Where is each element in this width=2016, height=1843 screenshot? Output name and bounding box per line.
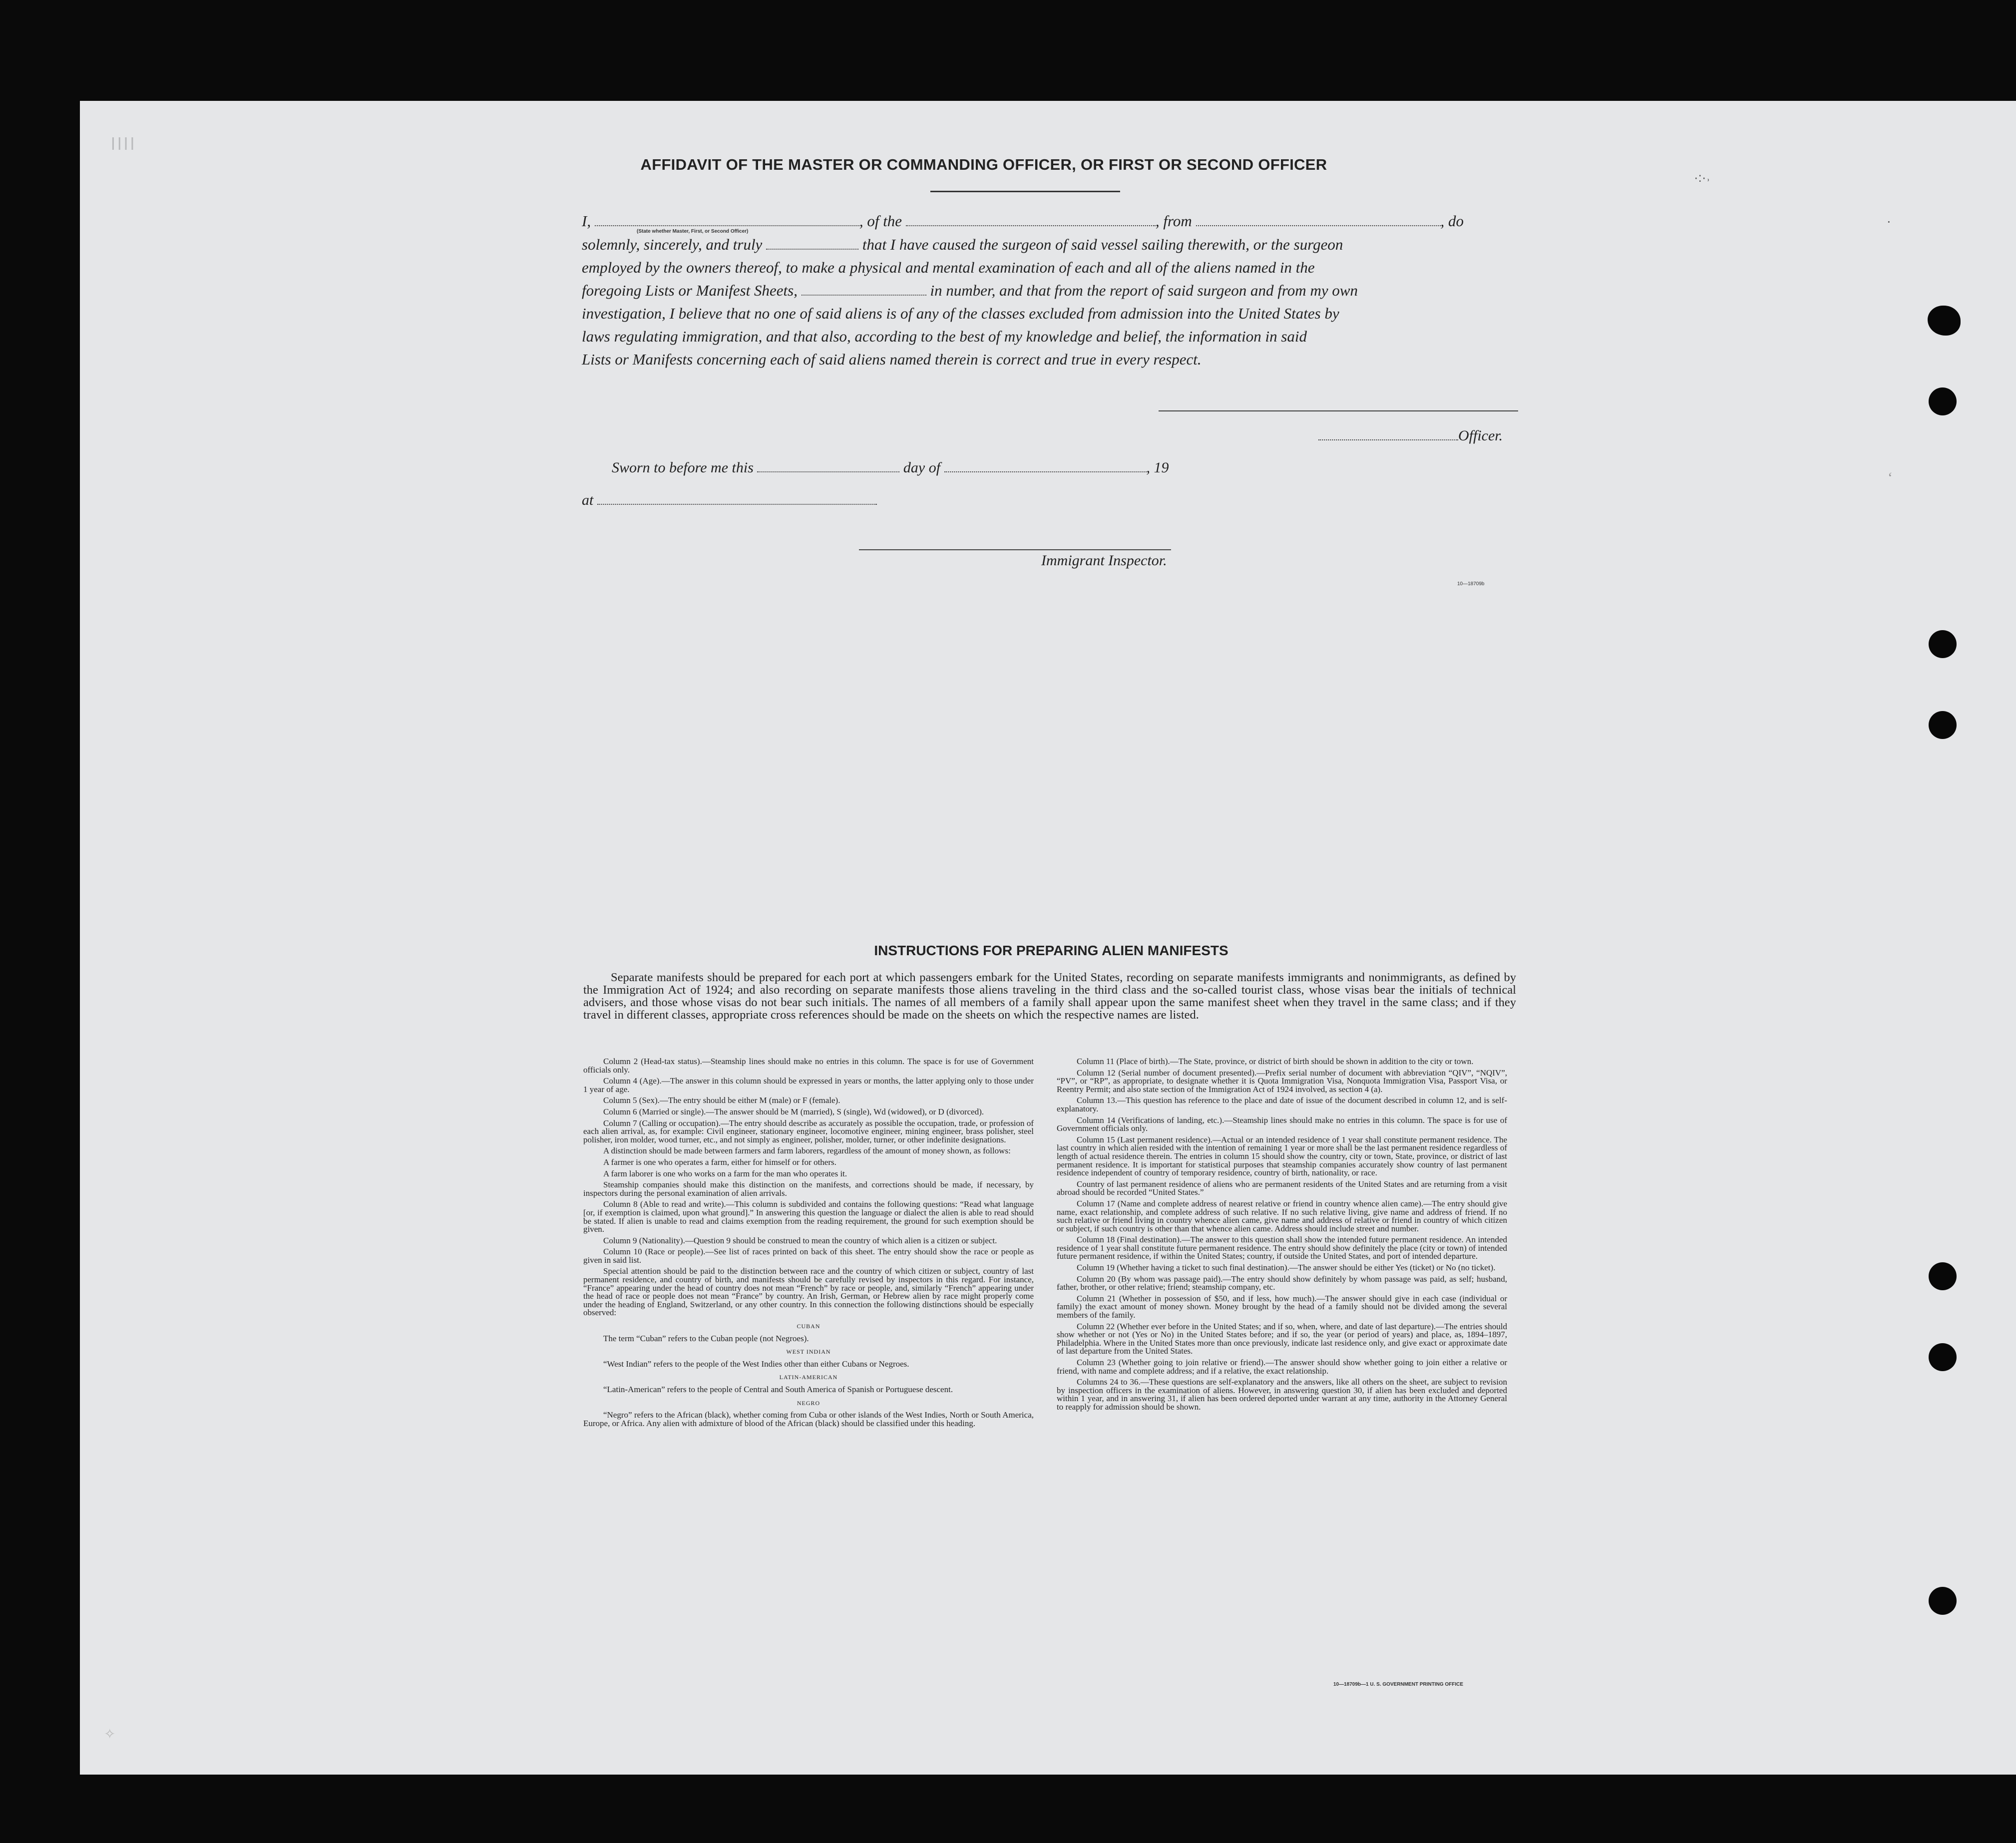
race-definition: “Latin-American” refers to the people of Central and South America of Spanish or Portuguese descent.: [603, 1385, 953, 1394]
binder-hole: [1928, 306, 1961, 336]
instruction-paragraph: Column 9 (Nationality).—Question 9 should be construed to mean the country of which alien is a citizen or subject.: [603, 1235, 997, 1245]
stray-mark: ✧: [104, 1726, 116, 1742]
affidavit-do: , do: [1440, 212, 1464, 230]
stray-mark: ·:·˒: [1694, 170, 1711, 185]
instruction-paragraph: Column 14 (Verifications of landing, etc.).—Steamship lines should make no entries in this column. The space is for use of Government officials only.: [1057, 1115, 1507, 1133]
binder-hole: [1929, 630, 1957, 658]
race-heading: CUBAN: [797, 1323, 820, 1330]
instruction-paragraph: A farm laborer is one who works on a farm for the man who operates it.: [603, 1168, 847, 1178]
affidavit-text: in number, and that from the report of said surgeon and from my own: [930, 282, 1358, 299]
inspector-label: Immigrant Inspector.: [1041, 552, 1167, 569]
instruction-paragraph: Column 11 (Place of birth).—The State, province, or district of birth should be shown in addition to the city or town.: [1077, 1057, 1474, 1066]
sworn-text: Sworn to before me this: [612, 459, 754, 476]
instruction-paragraph: Column 19 (Whether having a ticket to such final destination).—The answer should be either Yes (ticket) or No (no ticket).: [1077, 1263, 1496, 1273]
affidavit-of-the: , of the: [859, 212, 902, 230]
affidavit-text: foregoing Lists or Manifest Sheets,: [582, 282, 798, 299]
affidavit-line-1: [582, 212, 1516, 230]
race-definition: “West Indian” refers to the people of the West Indies other than either Cubans or Negroes.: [603, 1359, 909, 1369]
affidavit-line-4: [582, 282, 1516, 300]
sheets-number-blank[interactable]: [802, 295, 926, 296]
sworn-day-blank[interactable]: [757, 471, 899, 472]
instruction-paragraph: Column 10 (Race or people).—See list of races printed on back of this sheet. The entry should show the race or people as given in said list.: [583, 1247, 1034, 1265]
oath-blank[interactable]: [766, 249, 858, 250]
affidavit-i: I,: [582, 212, 591, 230]
rank-note: (State whether Master, First, or Second Officer): [637, 229, 749, 234]
port-blank[interactable]: [1196, 225, 1441, 226]
instruction-paragraph: Column 23 (Whether going to join relative or friend).—The answer should show whether going to join either a relative or friend, with name and complete address; and if a relative, the exact relationship.: [1057, 1358, 1507, 1376]
instruction-paragraph: Column 5 (Sex).—The entry should be either M (male) or F (female).: [603, 1096, 840, 1106]
instruction-paragraph: A distinction should be made between farmers and farm laborers, regardless of the amount of money shown, as follows:: [603, 1146, 1011, 1156]
affidavit-text: that I have caused the surgeon of said vessel sailing therewith, or the surgeon: [862, 236, 1343, 253]
binder-hole: [1929, 1587, 1957, 1615]
affidavit-from: , from: [1155, 212, 1192, 230]
race-heading: WEST INDIAN: [786, 1348, 831, 1356]
binder-hole: [1929, 1262, 1957, 1290]
instruction-paragraph: Column 6 (Married or single).—The answer should be M (married), S (single), Wd (widowed), or D (divorced).: [603, 1106, 984, 1116]
sworn-text: day of: [903, 459, 941, 476]
instruction-paragraph: Column 7 (Calling or occupation).—The entry should describe as accurately as possible the occupation, trade, or profession of each alien arrival, as, for example: Civil engineer, stationary engineer, locomotive engineer, mining engineer, brass polisher, steel polisher, iron molder, wood turner, etc., and not simply as engineer, polisher, molder, turner, or other indefinite designations.: [583, 1118, 1034, 1144]
affidavit-line-6: laws regulating immigration, and that also, according to the best of my knowledge and belief, the information in said: [582, 328, 1307, 345]
instruction-paragraph: Column 22 (Whether ever before in the United States; and if so, when, where, and date of last departure).—The entries should show whether or not (Yes or No) in the United States before; and if so, the year (or period of years) and place, as, 1894–1897, Philadelphia. Where in the United States more than once previously, indicate last residence only, and give exact or approximate date of last departure from the United States.: [1057, 1321, 1507, 1356]
printing-office-footer: 10—18709b—1 U. S. GOVERNMENT PRINTING OFFICE: [1333, 1682, 1464, 1687]
binder-hole: [1929, 711, 1957, 739]
affidavit-line-3: employed by the owners thereof, to make a physical and mental examination of each and all of the aliens named in the: [582, 259, 1315, 276]
stray-mark: ʻ: [1888, 469, 1893, 486]
officer-title-blank[interactable]: [1318, 439, 1458, 440]
affidavit-line-2: [582, 236, 1516, 254]
instruction-paragraph: Country of last permanent residence of aliens who are permanent residents of the United States and are returning from a visit abroad should be recorded “United States.”: [1057, 1179, 1507, 1197]
officer-rank-blank[interactable]: [595, 225, 859, 226]
inspector-signature-line[interactable]: [859, 549, 1171, 550]
race-definition: The term “Cuban” refers to the Cuban people (not Negroes).: [603, 1333, 809, 1343]
instruction-paragraph: Column 8 (Able to read and write).—This column is subdivided and contains the following questions: “Read what language [or, if exemption is claimed, upon what ground].” In answering this question the language or dialect the alien is able to read should be stated. If alien is unable to read and claims exemption from the reading requirement, the ground for such exemption should be given.: [583, 1199, 1034, 1234]
instructions-intro: Separate manifests should be prepared for each port at which passengers embark for the United States, recording on separate manifests immigrants and nonimmigrants, as defined by the Immigration Act of 1924; and also recording on separate manifests those aliens traveling in the third class and the so-called tourist class, whose visas bear the initials of technical advisers, and those whose visas do not bear such initials. The names of all members of a family shall appear upon the same manifest sheet when they travel in the same class; and if they travel in different classes, appropriate cross references should be made on the sheets on which the respective names are listed.: [583, 971, 1516, 1022]
race-definition: “Negro” refers to the African (black), whether coming from Cuba or other islands of the West Indies, North or South America, Europe, or Africa. Any alien with admixture of blood of the African (black) should be classified under this heading.: [583, 1410, 1034, 1428]
instruction-paragraph: Column 12 (Serial number of document presented).—Prefix serial number of document with abbreviation “QIV”, “NQIV”, “PV”, or “RP”, as appropriate, to designate whether it is Quota Immigration Visa, Nonquota Immigration Visa, Passport Visa, or Reentry Permit; and also state section of the Immigration Act of 1924 involved, as section 4 (a).: [1057, 1068, 1507, 1094]
race-heading: LATIN-AMERICAN: [779, 1374, 838, 1381]
binder-hole: [1929, 1343, 1957, 1371]
officer-label: [1318, 427, 1503, 444]
instructions-right-column: [1057, 1058, 1507, 1415]
officer-text: Officer.: [1458, 427, 1503, 444]
instructions-title: INSTRUCTIONS FOR PREPARING ALIEN MANIFESTS: [874, 943, 1228, 958]
pencil-mark: ǀǀǀǀ: [111, 135, 137, 154]
binder-hole: [1929, 387, 1957, 415]
instruction-paragraph: Column 17 (Name and complete address of nearest relative or friend in country whence alien came).—The entry should give name, exact relationship, and complete address of such relative. If no such relative living, give name and address of friend. If no such relative or friend living in country whence alien came, give name and address of relative or friend in country of which citizen or subject, if such country is other than that whence alien came. Address should include street and number.: [1057, 1198, 1507, 1233]
sworn-line: [612, 459, 1169, 476]
instruction-paragraph: A farmer is one who operates a farm, either for himself or for others.: [603, 1157, 836, 1167]
affidavit-title: AFFIDAVIT OF THE MASTER OR COMMANDING OFFICER, OR FIRST OR SECOND OFFICER: [640, 156, 1327, 173]
sworn-month-blank[interactable]: [944, 471, 1147, 472]
instruction-paragraph: Steamship companies should make this distinction on the manifests, and corrections should be made, if necessary, by inspectors during the personal examination of alien arrivals.: [583, 1180, 1034, 1198]
instruction-paragraph: Column 20 (By whom was passage paid).—The entry should show definitely by whom passage was paid, as self; husband, father, brother, or other relative; friend; steamship company, etc.: [1057, 1274, 1507, 1292]
affidavit-line-7: Lists or Manifests concerning each of said aliens named therein is correct and true in every respect.: [582, 351, 1202, 368]
officer-signature-line[interactable]: [1159, 410, 1518, 411]
affidavit-text: solemnly, sincerely, and truly: [582, 236, 763, 253]
at-line: [582, 492, 877, 509]
instructions-left-column: [583, 1058, 1034, 1431]
vessel-name-blank[interactable]: [906, 225, 1156, 226]
instruction-paragraph: Column 18 (Final destination).—The answer to this question shall show the intended future permanent residence. An intended residence of 1 year shall constitute future permanent residence. The entry should show definitely the place (city or town) of intended future permanent residence, if within the United States; country, if outside the United States, and port of intended departure.: [1057, 1235, 1507, 1261]
stray-mark: ·: [1887, 215, 1891, 229]
instruction-paragraph: Special attention should be paid to the distinction between race and the country of which citizen or subject, country of last permanent residence, and country of birth, and manifests should be carefully revised by inspectors in this regard. For instance, “France” appearing under the head of country does not mean “French” by race or people, and, similarly “French” appearing under the head of race or people does not mean “France” by country. An Irish, German, or Hebrew alien by race might properly come under the heading of England, Switzerland, or any other country. In this connection the following distinctions should be especially observed:: [583, 1266, 1034, 1318]
instruction-paragraph: Column 2 (Head-tax status).—Steamship lines should make no entries in this column. The space is for use of Government officials only.: [583, 1057, 1034, 1075]
affidavit-line-5: investigation, I believe that no one of said aliens is of any of the classes excluded from admission into the United States by: [582, 305, 1339, 322]
instruction-paragraph: Column 13.—This question has reference to the place and date of issue of the document described in column 12, and is self-explanatory.: [1057, 1096, 1507, 1113]
instruction-paragraph: Column 4 (Age).—The answer in this column should be expressed in years or months, the latter applying only to those under 1 year of age.: [583, 1076, 1034, 1094]
location-blank[interactable]: [597, 504, 877, 505]
instruction-paragraph: Column 15 (Last permanent residence).—Actual or an intended residence of 1 year shall constitute permanent residence. The last country in which alien resided with the intention of remaining 1 year or more shall be the last permanent residence regardless of length of actual residence therein. The entries in column 15 should show the country, city or town, State, province, or district of last permanent residence. It is important for statistical purposes that steamship companies accurately show country of last permanent residence independent of country of temporary residence, country of birth, nationality, or race.: [1057, 1134, 1507, 1178]
race-heading: NEGRO: [797, 1399, 820, 1407]
instruction-paragraph: Column 21 (Whether in possession of $50, and if less, how much).—The answer should give in each case (individual or family) the exact amount of money shown. Money brought by the head of a family should not be divided among the several members of the family.: [1057, 1293, 1507, 1320]
sworn-year-text: , 19: [1146, 459, 1169, 476]
at-text: at: [582, 492, 594, 508]
title-rule: [930, 191, 1120, 192]
instruction-paragraph: Columns 24 to 36.—These questions are self-explanatory and the answers, like all others on the sheet, are subject to revision by inspection officers in the examination of aliens. However, in answering question 30, if alien has been excluded and deported within 1 year, and in answering 31, if alien has been ordered deported under warrant at any time, authority in the Attorney General to reapply for admission should be shown.: [1057, 1377, 1507, 1412]
form-number: 10—18709b: [1457, 581, 1485, 587]
